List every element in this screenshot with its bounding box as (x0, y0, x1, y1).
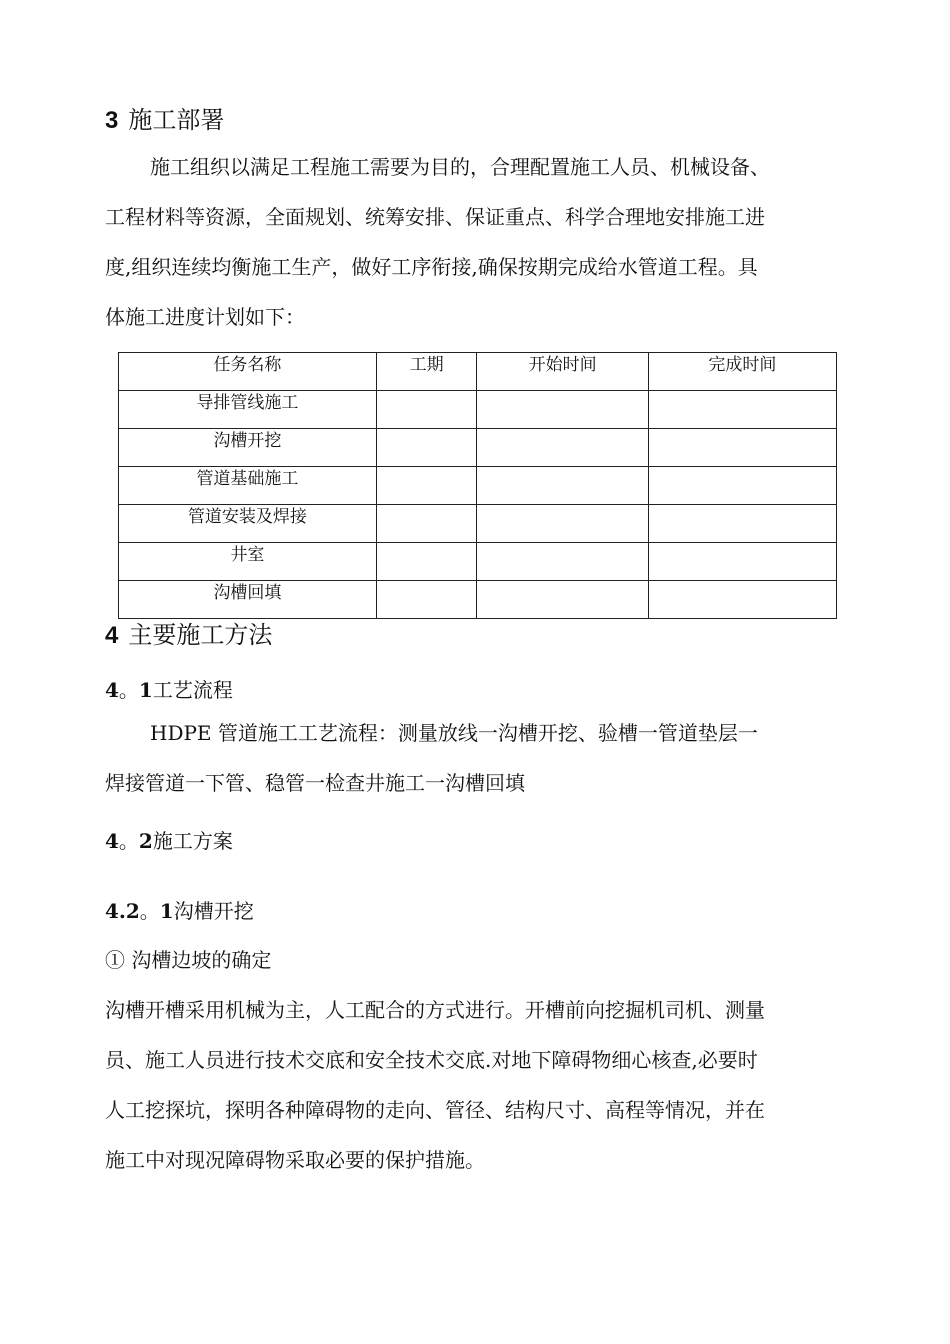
section-3-heading (105, 105, 224, 136)
task-name-cell: 井室 (119, 543, 377, 581)
excavation-paragraph (105, 985, 850, 1185)
item-1-heading: ① 沟槽边坡的确定 (105, 948, 272, 972)
section-3-number: 3 (105, 107, 119, 134)
subsection-number: 4 (105, 678, 119, 702)
subsection-title: 沟槽开挖 (173, 899, 254, 923)
table-row (119, 429, 837, 467)
paragraph-line: 施工组织以满足工程施工需要为目的，合理配置施工人员、机械设备、 (150, 155, 770, 179)
separator: 。 (118, 829, 139, 853)
subsection-4-2-1-heading (105, 897, 254, 925)
duration-cell (376, 543, 477, 581)
start-time-cell (477, 543, 648, 581)
subsection-title: 施工方案 (152, 829, 233, 853)
task-name-cell: 沟槽开挖 (119, 429, 377, 467)
duration-cell (376, 429, 477, 467)
paragraph-line: 沟槽开槽采用机械为主，人工配合的方式进行。开槽前向挖掘机司机、测量 (105, 998, 765, 1022)
table-row (119, 391, 837, 429)
finish-time-cell (648, 467, 836, 505)
finish-time-cell (648, 581, 836, 619)
task-name-cell: 管道基础施工 (119, 467, 377, 505)
header-task-name: 任务名称 (119, 353, 377, 391)
start-time-cell (477, 505, 648, 543)
duration-cell (376, 581, 477, 619)
separator: 。 (118, 678, 139, 702)
subsection-number: 4 (105, 829, 119, 853)
paragraph-line: 施工中对现况障碍物采取必要的保护措施。 (105, 1148, 485, 1172)
subsection-4-1-heading (105, 676, 233, 704)
header-finish-time: 完成时间 (648, 353, 836, 391)
task-name-cell: 沟槽回填 (119, 581, 377, 619)
schedule-table (118, 352, 837, 619)
subsection-number: 2 (138, 829, 153, 853)
header-duration: 工期 (376, 353, 477, 391)
header-start-time: 开始时间 (477, 353, 648, 391)
paragraph-line: HDPE 管道施工工艺流程：测量放线一沟槽开挖、验槽一管道垫层一 (150, 721, 758, 745)
subsection-number: 1 (138, 678, 153, 702)
task-name-cell: 管道安装及焊接 (119, 505, 377, 543)
table-row (119, 467, 837, 505)
subsection-number: 1 (159, 899, 174, 923)
start-time-cell (477, 429, 648, 467)
finish-time-cell (648, 429, 836, 467)
finish-time-cell (648, 543, 836, 581)
section-3-title: 施工部署 (128, 106, 225, 134)
separator: 。 (139, 899, 160, 923)
paragraph-line: 员、施工人员进行技术交底和安全技术交底.对地下障碍物细心核查,必要时 (105, 1048, 758, 1072)
task-name-cell: 导排管线施工 (119, 391, 377, 429)
table-header-row (119, 353, 837, 391)
process-flow-paragraph (105, 708, 850, 808)
section-4-title: 主要施工方法 (128, 621, 273, 649)
paragraph-line: 度,组织连续均衡施工生产，做好工序衔接,确保按期完成给水管道工程。具 (105, 255, 758, 279)
start-time-cell (477, 581, 648, 619)
section-3-paragraph (105, 142, 850, 342)
paragraph-line: 体施工进度计划如下： (105, 305, 305, 329)
paragraph-line: 工程材料等资源，全面规划、统筹安排、保证重点、科学合理地安排施工进 (105, 205, 765, 229)
start-time-cell (477, 467, 648, 505)
duration-cell (376, 391, 477, 429)
table-row (119, 543, 837, 581)
finish-time-cell (648, 505, 836, 543)
section-4-heading (105, 620, 272, 651)
duration-cell (376, 467, 477, 505)
paragraph-line: 焊接管道一下管、稳管一检查井施工一沟槽回填 (105, 771, 525, 795)
table-row (119, 581, 837, 619)
duration-cell (376, 505, 477, 543)
start-time-cell (477, 391, 648, 429)
subsection-number: 4.2 (105, 899, 140, 923)
subsection-title: 工艺流程 (152, 678, 233, 702)
subsection-4-2-heading (105, 827, 233, 855)
section-4-number: 4 (105, 622, 119, 649)
paragraph-line: 人工挖探坑，探明各种障碍物的走向、管径、结构尺寸、高程等情况，并在 (105, 1098, 765, 1122)
finish-time-cell (648, 391, 836, 429)
table-row (119, 505, 837, 543)
